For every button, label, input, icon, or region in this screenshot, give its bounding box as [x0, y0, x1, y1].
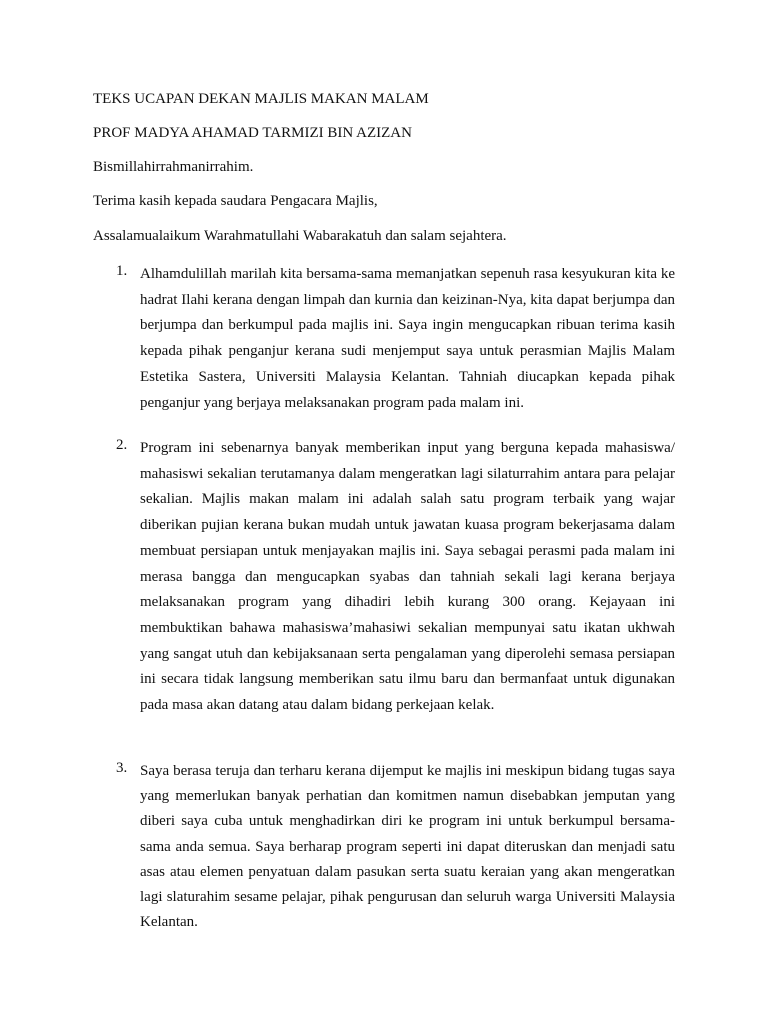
- list-item-text: Saya berasa teruja dan terharu kerana dijemput ke majlis ini meskipun bidang tugas saya yang memerlukan banyak perhatian dan komitmen namun disebabkan jemputan yang diberi saya cuba untuk menghadirkan diri ke program ini untuk berkumpul bersama-sama anda semua. Saya berharap program seperti ini dapat diteruskan dan menjadi satu asas atau elemen penyatuan dalam pasukan serta suatu keraian yang akan mengeratkan lagi slaturahim sesame pelajar, pihak pengurusan dan seluruh warga Universiti Malaysia Kelantan.: [140, 763, 675, 931]
- list-item-number: 1.: [116, 263, 128, 279]
- list-item-text: Alhamdulillah marilah kita bersama-sama memanjatkan sepenuh rasa kesyukuran kita ke hadrat Ilahi kerana dengan limpah dan kurnia dan keizinan-Nya, kita dapat berjumpa dan berjumpa dan berkumpul pada majlis ini. Saya ingin mengucapkan ribuan terima kasih kepada pihak penganjur kerana sudi menjemput saya untuk perasmian Majlis Malam Estetika Sastera, Universiti Malaysia Kelantan. Tahniah diucapkan kepada pihak penganjur yang berjaya melaksanakan program pada malam ini.: [140, 266, 675, 411]
- thanks-line: Terima kasih kepada saudara Pengacara Majlis,: [93, 193, 378, 209]
- list-item-number: 2.: [116, 437, 128, 453]
- list-item-number: 3.: [116, 760, 128, 776]
- title-line-2: PROF MADYA AHAMAD TARMIZI BIN AZIZAN: [93, 125, 412, 141]
- title-line-1: TEKS UCAPAN DEKAN MAJLIS MAKAN MALAM: [93, 91, 429, 107]
- opening-line: Bismillahirrahmanirrahim.: [93, 159, 254, 175]
- greeting-line: Assalamualaikum Warahmatullahi Wabarakatuh dan salam sejahtera.: [93, 228, 507, 244]
- list-item-text: Program ini sebenarnya banyak memberikan input yang berguna kepada mahasiswa/ mahasiswi sekalian terutamanya dalam mengeratkan lagi silaturrahim antara para pelajar sekalian. Majlis makan malam ini adalah salah satu program terbaik yang wajar diberikan pujian kerana bukan mudah untuk jawatan kuasa program bekerjasama dalam membuat persiapan untuk menjayakan majlis ini. Saya sebagai perasmi pada malam ini merasa bangga dan mengucapkan syabas dan tahniah sekali lagi kerana berjaya melaksanakan program yang dihadiri lebih kurang 300 orang. Kejayaan ini membuktikan bahawa mahasiswa’mahasiwi sekalian mempunyai satu ikatan ukhwah yang sangat utuh dan kebijaksanaan serta pengalaman yang diperolehi semasa persiapan ini secara tidak langsung memberikan satu ilmu baru dan bermanfaat untuk digunakan pada masa akan datang atau dalam bidang perkejaan kelak.: [140, 440, 675, 714]
